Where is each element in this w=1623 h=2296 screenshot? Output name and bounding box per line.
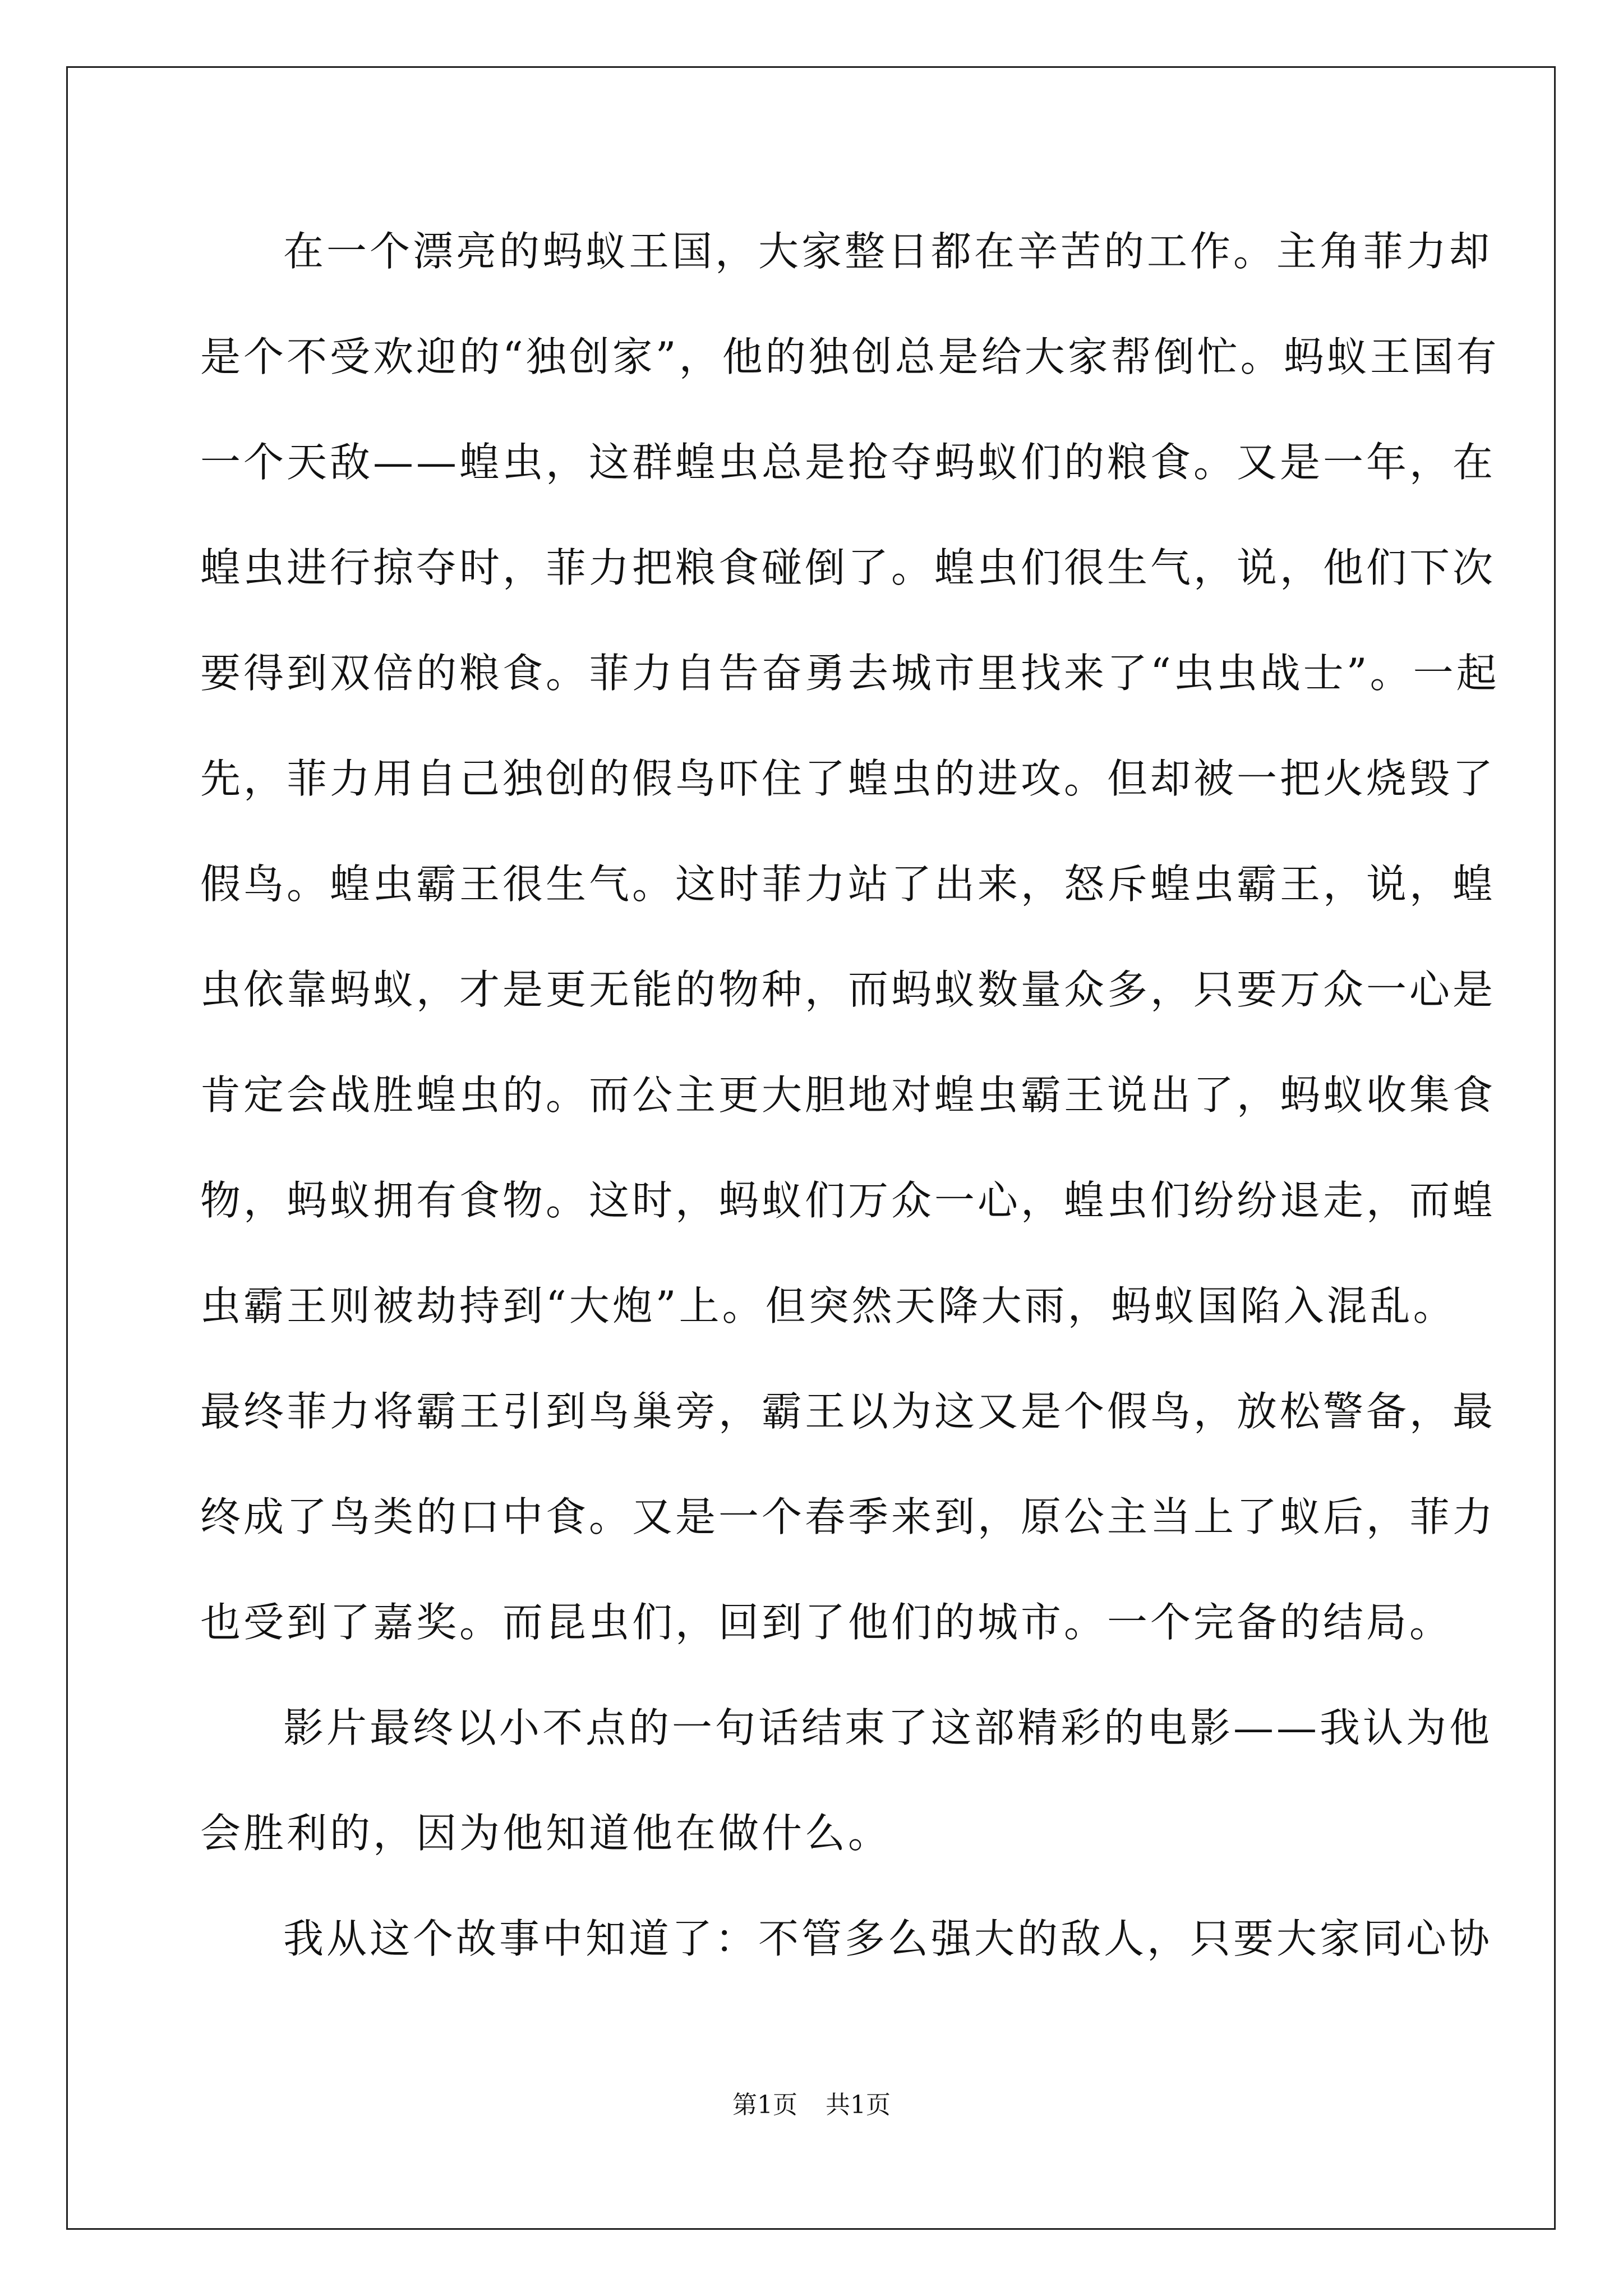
paragraph-3-line: 我从这个故事中知道了：不管多么强大的敌人，只要大家同心协: [283, 1915, 1493, 1962]
paragraph-1-line: 也受到了嘉奖。而昆虫们，回到了他们的城市。一个完备的结局。: [200, 1599, 1453, 1646]
paragraph-1-line: 是个不受欢迎的“独创家”，他的独创总是给大家帮倒忙。蚂蚁王国有: [200, 333, 1500, 380]
page-total: 共1页: [826, 2091, 891, 2119]
paragraph-1-line: 在一个漂亮的蚂蚁王国，大家整日都在辛苦的工作。主角菲力却: [283, 228, 1493, 275]
paragraph-1-line: 虫依靠蚂蚁，才是更无能的物种，而蚂蚁数量众多，只要万众一心是: [200, 966, 1496, 1013]
paragraph-2-line: 影片最终以小不点的一句话结束了这部精彩的电影——我认为他: [283, 1704, 1493, 1751]
paragraph-1-line: 最终菲力将霸王引到鸟巢旁，霸王以为这又是个假鸟，放松警备，最: [200, 1388, 1496, 1435]
page-number: 第1页: [732, 2091, 797, 2119]
paragraph-1-line: 要得到双倍的粮食。菲力自告奋勇去城市里找来了“虫虫战士”。一起: [200, 650, 1500, 697]
paragraph-2-line: 会胜利的，因为他知道他在做什么。: [200, 1810, 892, 1857]
document-body: [200, 223, 1500, 2016]
paragraph-1-line: 终成了鸟类的口中食。又是一个春季来到，原公主当上了蚁后，菲力: [200, 1493, 1496, 1540]
page-footer: [0, 2088, 1623, 2122]
paragraph-1-line: 假鸟。蝗虫霸王很生气。这时菲力站了出来，怒斥蝗虫霸王，说，蝗: [200, 861, 1496, 908]
paragraph-1-line: 一个天敌——蝗虫，这群蝗虫总是抢夺蚂蚁们的粮食。又是一年，在: [200, 439, 1496, 486]
paragraph-1-line: 肯定会战胜蝗虫的。而公主更大胆地对蝗虫霸王说出了，蚂蚁收集食: [200, 1071, 1496, 1119]
paragraph-1-line: 物，蚂蚁拥有食物。这时，蚂蚁们万众一心，蝗虫们纷纷退走，而蝗: [200, 1177, 1496, 1224]
paragraph-1-line: 先，菲力用自己独创的假鸟吓住了蝗虫的进攻。但却被一把火烧毁了: [200, 755, 1496, 802]
paragraph-1-line: 虫霸王则被劫持到“大炮”上。但突然天降大雨，蚂蚁国陷入混乱。: [200, 1282, 1456, 1329]
paragraph-1-line: 蝗虫进行掠夺时，菲力把粮食碰倒了。蝗虫们很生气，说，他们下次: [200, 544, 1496, 591]
